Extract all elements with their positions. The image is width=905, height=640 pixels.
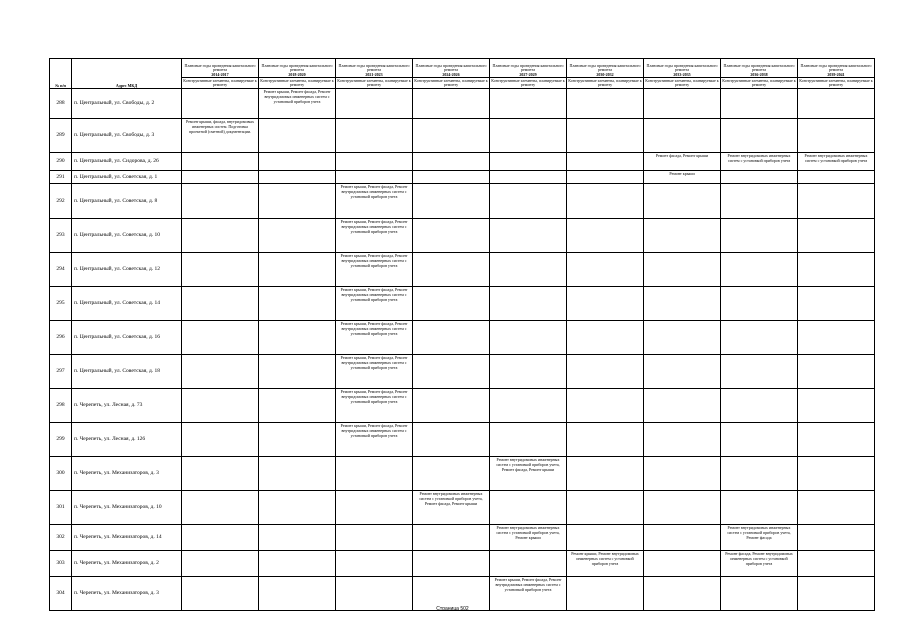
repair-works-cell — [798, 525, 875, 551]
repair-works-cell — [182, 389, 259, 423]
row-number: 300 — [50, 457, 72, 491]
repair-works-cell: Ремонт крыши, Ремонт внутридомовых инженерных систем с установкой приборов учета — [567, 551, 644, 577]
repair-works-cell — [490, 184, 567, 219]
table-row — [50, 119, 875, 153]
repair-works-cell — [567, 153, 644, 171]
repair-works-cell — [490, 153, 567, 171]
header-elements-label: Конструктивные элементы, планируемые к ремонту — [414, 77, 488, 87]
table-row — [50, 525, 875, 551]
repair-works-cell — [259, 457, 336, 491]
table-row — [50, 423, 875, 457]
header-elements-label: Конструктивные элементы, планируемые к ремонту — [799, 77, 873, 87]
repair-works-cell: Ремонт крыши, Ремонт фасада, Ремонт внутридомовых инженерных систем с установкой приборов учета — [336, 389, 413, 423]
repair-works-cell — [259, 171, 336, 184]
repair-works-cell — [259, 219, 336, 253]
repair-works-cell — [336, 153, 413, 171]
row-address: п. Центральный, ул. Советская, д. 12 — [72, 253, 182, 287]
repair-works-cell — [259, 525, 336, 551]
repair-works-cell — [182, 525, 259, 551]
row-number: 293 — [50, 219, 72, 253]
repair-works-cell — [798, 287, 875, 321]
header-planned-label: Плановые годы проведения капитального ремонта — [800, 62, 872, 72]
repair-works-cell — [336, 89, 413, 119]
repair-works-cell — [259, 321, 336, 355]
repair-works-cell — [336, 119, 413, 153]
repair-works-cell — [798, 389, 875, 423]
table-row — [50, 219, 875, 253]
repair-works-cell — [413, 389, 490, 423]
row-number: 290 — [50, 153, 72, 171]
header-planned-label: Плановые годы проведения капитального ремонта — [492, 62, 564, 72]
row-number: 292 — [50, 184, 72, 219]
repair-works-cell — [259, 253, 336, 287]
repair-works-cell — [567, 321, 644, 355]
row-address: п. Черепеть, ул. Механизаторов, д. 10 — [72, 491, 182, 525]
repair-works-cell — [490, 423, 567, 457]
repair-works-cell — [644, 253, 721, 287]
table-row — [50, 457, 875, 491]
repair-works-cell — [182, 457, 259, 491]
row-number: 295 — [50, 287, 72, 321]
table-row — [50, 321, 875, 355]
row-number: 296 — [50, 321, 72, 355]
row-number: 301 — [50, 491, 72, 525]
header-period-years: 2014-2017 — [211, 71, 229, 77]
repair-works-cell — [259, 287, 336, 321]
header-elements-label: Конструктивные элементы, планируемые к ремонту — [337, 77, 411, 87]
repair-works-cell — [490, 171, 567, 184]
row-number: 294 — [50, 253, 72, 287]
row-address: п. Центральный, ул. Советская, д. 18 — [72, 355, 182, 389]
repair-works-cell — [336, 171, 413, 184]
repair-works-cell — [336, 491, 413, 525]
repair-works-cell — [182, 491, 259, 525]
row-address: п. Центральный, ул. Советская, д. 8 — [72, 184, 182, 219]
repair-works-cell — [413, 219, 490, 253]
repair-works-cell — [721, 119, 798, 153]
header-period-cell — [182, 59, 259, 78]
row-number: 298 — [50, 389, 72, 423]
row-address: п. Центральный, ул. Советская, д. 1 — [72, 171, 182, 184]
row-address: п. Центральный, ул. Советская, д. 10 — [72, 219, 182, 253]
repair-works-cell — [490, 551, 567, 577]
header-elements-label: Конструктивные элементы, планируемые к ремонту — [645, 77, 719, 87]
repair-works-cell — [413, 89, 490, 119]
repair-works-cell: Ремонт крыши, Ремонт фасада, Ремонт внутридомовых инженерных систем с установкой приборов учета — [490, 577, 567, 611]
repair-works-cell: Ремонт крыши, фасада, внутридомовых инженерных систем. Подготовка проектной (сметной) документации. — [182, 119, 259, 153]
repair-works-cell — [798, 491, 875, 525]
repair-works-cell: Ремонт фасада, Ремонт внутридомовых инженерных систем с установкой приборов учета — [721, 551, 798, 577]
repair-works-cell — [721, 171, 798, 184]
repair-works-cell — [259, 389, 336, 423]
repair-works-cell — [413, 423, 490, 457]
header-period-cell — [567, 59, 644, 78]
header-planned-label: Плановые годы проведения капитального ремонта — [184, 62, 256, 72]
header-elements-label: Конструктивные элементы, планируемые к ремонту — [183, 77, 257, 87]
row-address: п. Центральный, ул. Сидорова, д. 26 — [72, 153, 182, 171]
header-planned-label: Плановые годы проведения капитального ремонта — [723, 62, 795, 72]
repair-works-cell: Ремонт крыши, Ремонт фасада, Ремонт внутридомовых инженерных систем с установкой приборов учета — [336, 321, 413, 355]
repair-works-cell: Ремонт крыши, Ремонт фасада, Ремонт внутридомовых инженерных систем с установкой приборов учета — [336, 219, 413, 253]
repair-works-cell — [182, 184, 259, 219]
row-number: 303 — [50, 551, 72, 577]
repair-works-cell — [182, 423, 259, 457]
repair-works-cell — [259, 551, 336, 577]
row-address: п. Центральный, ул. Свободы, д. 3 — [72, 119, 182, 153]
row-number: 289 — [50, 119, 72, 153]
repair-works-cell — [644, 457, 721, 491]
repair-works-cell — [490, 219, 567, 253]
repair-works-cell — [798, 184, 875, 219]
header-num: № п/п — [50, 59, 72, 89]
repair-works-cell: Ремонт крыши, Ремонт фасада, Ремонт внутридомовых инженерных систем с установкой приборов учета — [336, 184, 413, 219]
repair-works-cell — [413, 321, 490, 355]
header-period-cell — [336, 59, 413, 78]
row-number: 299 — [50, 423, 72, 457]
repair-works-cell — [798, 253, 875, 287]
repair-works-cell — [721, 89, 798, 119]
repair-works-cell — [798, 171, 875, 184]
header-period-years: 2039-2041 — [827, 71, 845, 77]
repair-works-cell — [490, 491, 567, 525]
repair-works-cell — [798, 89, 875, 119]
repair-works-cell — [567, 89, 644, 119]
repair-works-cell — [567, 219, 644, 253]
repair-works-cell — [490, 119, 567, 153]
repair-works-cell — [644, 355, 721, 389]
repair-works-cell: Ремонт фасада, Ремонт крыши — [644, 153, 721, 171]
repair-works-cell — [798, 355, 875, 389]
repair-works-cell — [567, 457, 644, 491]
row-address: п. Черепеть, ул. Лесная, д. 73 — [72, 389, 182, 423]
header-period-cell — [490, 59, 567, 78]
repair-works-cell — [644, 184, 721, 219]
repair-works-cell — [413, 153, 490, 171]
capital-repair-table — [49, 58, 875, 611]
repair-works-cell — [182, 355, 259, 389]
repair-works-cell — [413, 525, 490, 551]
repair-works-cell — [259, 423, 336, 457]
header-planned-label: Плановые годы проведения капитального ремонта — [646, 62, 718, 72]
table-row — [50, 551, 875, 577]
header-period-cell — [259, 59, 336, 78]
header-elements-label: Конструктивные элементы, планируемые к ремонту — [260, 77, 334, 87]
repair-works-cell — [567, 525, 644, 551]
repair-works-cell — [721, 287, 798, 321]
repair-works-cell — [798, 321, 875, 355]
header-period-years: 2024-2026 — [442, 71, 460, 77]
repair-works-cell — [336, 457, 413, 491]
header-planned-label: Плановые годы проведения капитального ремонта — [569, 62, 641, 72]
table-row — [50, 184, 875, 219]
repair-works-cell — [182, 551, 259, 577]
repair-works-cell — [490, 355, 567, 389]
repair-works-cell: Ремонт внутридомовых инженерных систем с установкой приборов учета — [721, 153, 798, 171]
repair-works-cell — [413, 253, 490, 287]
repair-works-cell — [490, 321, 567, 355]
repair-works-cell — [567, 287, 644, 321]
repair-works-cell — [644, 287, 721, 321]
table-row — [50, 253, 875, 287]
repair-works-cell — [798, 119, 875, 153]
row-number: 304 — [50, 577, 72, 611]
repair-works-cell — [490, 287, 567, 321]
row-number: 291 — [50, 171, 72, 184]
repair-works-cell — [490, 89, 567, 119]
repair-works-cell — [567, 423, 644, 457]
repair-works-cell — [798, 219, 875, 253]
table-row — [50, 89, 875, 119]
repair-works-cell — [413, 355, 490, 389]
header-period-years: 2021-2023 — [365, 71, 383, 77]
header-period-cell — [721, 59, 798, 78]
table-body — [50, 59, 875, 611]
repair-works-cell: Ремонт крыши, Ремонт фасада, Ремонт внутридомовых инженерных систем с установкой приборов учета — [336, 355, 413, 389]
header-elements-label: Конструктивные элементы, планируемые к ремонту — [491, 77, 565, 87]
repair-works-cell: Ремонт внутридомовых инженерных систем с установкой приборов учета, Ремонт крыши — [490, 525, 567, 551]
repair-works-cell: Ремонт внутридомовых инженерных систем с установкой приборов учета — [798, 153, 875, 171]
header-planned-label: Плановые годы проведения капитального ремонта — [415, 62, 487, 72]
repair-works-cell — [567, 355, 644, 389]
repair-works-cell — [644, 551, 721, 577]
repair-works-cell — [259, 153, 336, 171]
repair-works-cell — [644, 89, 721, 119]
repair-works-cell — [644, 491, 721, 525]
repair-works-cell — [259, 119, 336, 153]
repair-works-cell — [413, 184, 490, 219]
repair-works-cell — [721, 457, 798, 491]
row-number: 297 — [50, 355, 72, 389]
repair-works-cell — [721, 321, 798, 355]
header-period-years: 2027-2029 — [519, 71, 537, 77]
row-address: п. Черепеть, ул. Механизаторов, д. 3 — [72, 577, 182, 611]
table-row — [50, 171, 875, 184]
repair-works-cell: Ремонт крыши — [644, 171, 721, 184]
header-period-years: 2030-2032 — [596, 71, 614, 77]
repair-works-cell — [259, 184, 336, 219]
repair-works-cell — [644, 321, 721, 355]
repair-works-cell — [798, 423, 875, 457]
repair-works-cell: Ремонт внутридомовых инженерных систем с установкой приборов учета, Ремонт фасада, Ремонт крыши — [490, 457, 567, 491]
repair-works-cell — [721, 253, 798, 287]
repair-works-cell — [413, 457, 490, 491]
table-row — [50, 389, 875, 423]
repair-works-cell — [182, 219, 259, 253]
repair-works-cell — [182, 321, 259, 355]
repair-works-cell — [259, 491, 336, 525]
repair-works-cell: Ремонт крыши, Ремонт фасада, Ремонт внутридомовых инженерных систем с установкой приборов учета — [259, 89, 336, 119]
repair-works-cell: Ремонт внутридомовых инженерных систем с установкой приборов учета, Ремонт фасада, Ремонт крыши — [413, 491, 490, 525]
row-address: п. Черепеть, ул. Механизаторов, д. 3 — [72, 457, 182, 491]
header-period-years: 2018-2020 — [288, 71, 306, 77]
repair-works-cell — [182, 253, 259, 287]
repair-works-cell — [413, 287, 490, 321]
repair-works-cell — [644, 525, 721, 551]
repair-works-cell — [721, 491, 798, 525]
repair-works-cell: Ремонт крыши, Ремонт фасада, Ремонт внутридомовых инженерных систем с установкой приборов учета — [336, 423, 413, 457]
row-address: п. Черепеть, ул. Лесная, д. 126 — [72, 423, 182, 457]
repair-works-cell — [721, 219, 798, 253]
row-address: п. Центральный, ул. Советская, д. 16 — [72, 321, 182, 355]
repair-works-cell — [721, 423, 798, 457]
repair-works-cell: Ремонт крыши, Ремонт фасада, Ремонт внутридомовых инженерных систем с установкой приборов учета — [336, 287, 413, 321]
table-row — [50, 355, 875, 389]
repair-works-cell — [182, 89, 259, 119]
repair-works-cell — [644, 423, 721, 457]
repair-works-cell — [567, 491, 644, 525]
row-address: п. Черепеть, ул. Механизаторов, д. 2 — [72, 551, 182, 577]
repair-works-cell — [567, 389, 644, 423]
header-address: Адрес МКД — [72, 59, 182, 89]
header-period-cell — [644, 59, 721, 78]
row-address: п. Черепеть, ул. Механизаторов, д. 14 — [72, 525, 182, 551]
repair-works-cell — [490, 389, 567, 423]
repair-works-cell — [490, 253, 567, 287]
repair-works-cell — [567, 184, 644, 219]
repair-works-cell — [336, 551, 413, 577]
repair-works-cell — [644, 119, 721, 153]
table-row — [50, 491, 875, 525]
repair-works-cell — [413, 171, 490, 184]
header-period-cell — [798, 59, 875, 78]
repair-works-cell — [567, 171, 644, 184]
repair-works-cell — [567, 119, 644, 153]
header-period-years: 2036-2038 — [750, 71, 768, 77]
repair-works-cell — [798, 457, 875, 491]
page-footer: Страница 502 — [436, 606, 469, 612]
repair-works-cell — [413, 551, 490, 577]
repair-works-cell — [259, 355, 336, 389]
row-address: п. Центральный, ул. Советская, д. 14 — [72, 287, 182, 321]
repair-works-cell — [567, 253, 644, 287]
repair-works-cell — [721, 389, 798, 423]
header-period-years: 2033-2035 — [673, 71, 691, 77]
repair-works-cell — [182, 153, 259, 171]
table-row — [50, 287, 875, 321]
repair-works-cell — [644, 219, 721, 253]
repair-works-cell — [721, 184, 798, 219]
repair-works-cell — [182, 287, 259, 321]
row-number: 288 — [50, 89, 72, 119]
header-period-cell — [413, 59, 490, 78]
row-number: 302 — [50, 525, 72, 551]
header-planned-label: Плановые годы проведения капитального ремонта — [338, 62, 410, 72]
repair-works-cell: Ремонт внутридомовых инженерных систем с установкой приборов учета, Ремонт фасада — [721, 525, 798, 551]
header-elements-label: Конструктивные элементы, планируемые к ремонту — [568, 77, 642, 87]
repair-works-cell — [182, 171, 259, 184]
header-row-periods — [50, 59, 875, 78]
repair-works-cell — [721, 355, 798, 389]
repair-works-cell — [644, 389, 721, 423]
header-elements-label: Конструктивные элементы, планируемые к ремонту — [722, 77, 796, 87]
repair-works-cell — [413, 119, 490, 153]
repair-works-cell — [336, 525, 413, 551]
header-planned-label: Плановые годы проведения капитального ремонта — [261, 62, 333, 72]
repair-works-cell — [798, 551, 875, 577]
row-address: п. Центральный, ул. Свободы, д. 2 — [72, 89, 182, 119]
table-row — [50, 153, 875, 171]
repair-works-cell: Ремонт крыши, Ремонт фасада, Ремонт внутридомовых инженерных систем с установкой приборов учета — [336, 253, 413, 287]
